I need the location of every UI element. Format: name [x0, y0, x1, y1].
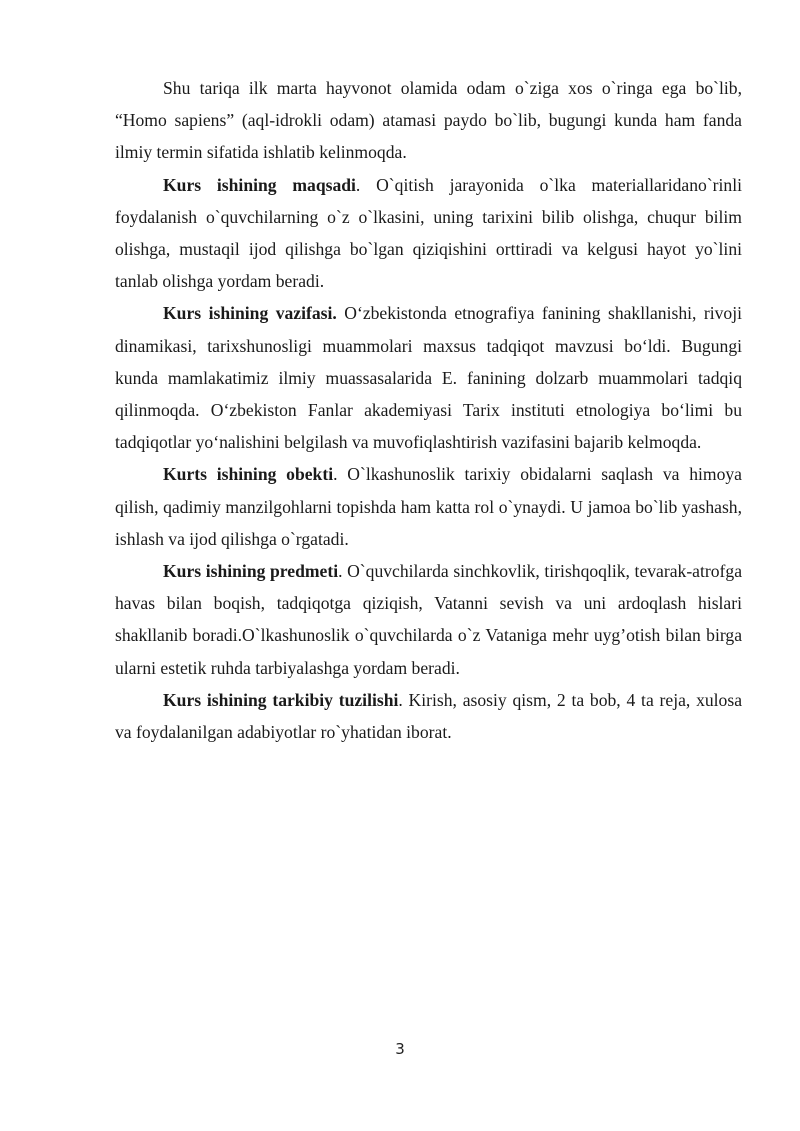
- paragraph-heading: Kurs ishining tarkibiy tuzilishi: [163, 689, 399, 710]
- paragraph-text: . O`quvchilarda sinchkovlik, tirishqoqlik, tevarak-atrofga havas bilan boqish, tadqiqotga qiziqish, Vatanni sevish va uni ardoqlash hislari shakllanib boradi.O`lkashunoslik o`quvchilarda o`z Vataniga mehr uyg’otish bilan birga ularni estetik ruhda tarbiyalashga yordam beradi.: [115, 561, 743, 678]
- paragraph-text: O‘zbekistonda etnografiya fanining shakllanishi, rivoji dinamikasi, tarixshunosligi muammolari maxsus tadqiqot mavzusi bo‘ldi. Bugungi kunda mamlakatimiz ilmiy muassasalarida E. fanining dolzarb muammolari tadqiq qilinmoqda. O‘zbekiston Fanlar akademiyasi Tarix instituti etnologiya bo‘limi bu tadqiqotlar yo‘nalishini belgilash va muvofiqlashtirish vazifasini bajarib kelmoqda.: [115, 303, 742, 453]
- paragraph-goal: [115, 169, 742, 298]
- page-number: 3: [395, 1040, 405, 1058]
- paragraph-text: . O`lkashunoslik tarixiy obidalarni saqlash va himoya qilish, qadimiy manzilgohlarni topishda ham katta rol o`ynaydi. U jamoa bo`lib yashash, ishlash va ijod qilishga o`rgatadi.: [115, 464, 742, 549]
- document-body: [115, 72, 742, 748]
- paragraph-heading: Kurts ishining obekti: [163, 464, 334, 485]
- paragraph-text: . Kirish, asosiy qism, 2 ta bob, 4 ta reja, xulosa va foydalanilgan adabiyotlar ro`yhatidan iborat.: [115, 689, 743, 743]
- paragraph-heading: Kurs ishining predmeti: [163, 561, 339, 582]
- paragraph-text: Shu tariqa ilk marta hayvonot olamida odam o`ziga xos o`ringa ega bo`lib, “Homo sapiens” (aql-idrokli odam) atamasi paydo bo`lib, bugungi kunda ham fanda ilmiy termin sifatida ishlatib kelinmoqda.: [115, 78, 742, 163]
- paragraph-structure: [115, 684, 742, 748]
- paragraph-text: . O`qitish jarayonida o`lka materiallaridano`rinli foydalanish o`quvchilarning o`z o`lkasini, uning tarixini bilib olishga, chuqur bilim olishga, mustaqil ijod qilishga bo`lgan qiziqishini orttiradi va kelgusi hayot yo`lini tanlab olishga yordam beradi.: [115, 174, 742, 292]
- paragraph-tasks: [115, 297, 742, 458]
- paragraph-subject: [115, 555, 742, 684]
- paragraph-heading: Kurs ishining vazifasi.: [163, 303, 337, 324]
- paragraph-intro: [115, 72, 742, 169]
- paragraph-heading: Kurs ishining maqsadi: [163, 174, 356, 195]
- paragraph-object: [115, 458, 742, 555]
